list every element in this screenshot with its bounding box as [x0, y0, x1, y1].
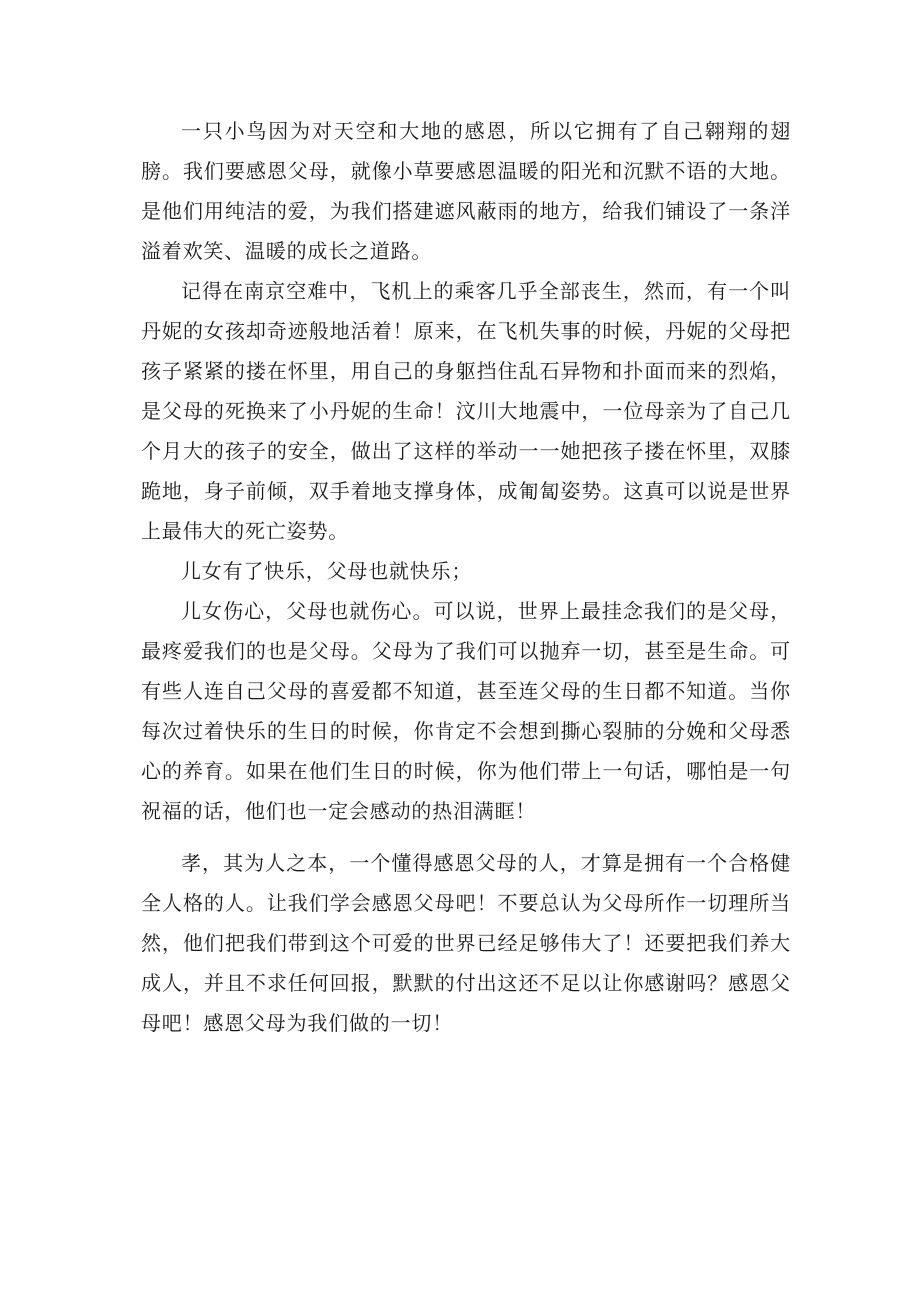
paragraph-children-happy: 儿女有了快乐，父母也就快乐； — [181, 559, 473, 583]
paragraph-filial-piety: 孝，其为人之本，一个懂得感恩父母的人，才算是拥有一个合格健全人格的人。让我们学会感恩父母吧！不要总认为父母所作一切理所当然，他们把我们带到这个可爱的世界已经足够伟大了！还要把我们养大成人，并且不求任何回报，默默的付出这还不足以让你感谢吗？感恩父母吧！感恩父母为我们做的一切！ — [141, 851, 791, 1035]
paragraph-bird-gratitude: 一只小鸟因为对天空和大地的感恩，所以它拥有了自己翱翔的翅膀。我们要感恩父母，就像小草要感恩温暖的阳光和沉默不语的大地。是他们用纯洁的爱，为我们搭建遮风蔽雨的地方，给我们铺设了一条洋溢着欢笑、温暖的成长之道路。 — [141, 119, 791, 263]
text-body — [141, 111, 791, 831]
paragraph-children-sad: 儿女伤心，父母也就伤心。可以说，世界上最挂念我们的是父母，最疼爱我们的也是父母。父母为了我们可以抛弃一切，甚至是生命。可有些人连自己父母的喜爱都不知道，甚至连父母的生日都不知道。当你每次过着快乐的生日的时候，你肯定不会想到撕心裂肺的分娩和父母悉心的养育。如果在他们生日的时候，你为他们带上一句话，哪怕是一句祝福的话，他们也一定会感动的热泪满眶！ — [141, 599, 791, 823]
text-body-conclusion — [141, 843, 791, 1043]
paragraph-nanjing-crash: 记得在南京空难中，飞机上的乘客几乎全部丧生，然而，有一个叫丹妮的女孩却奇迹般地活着！原来，在飞机失事的时候，丹妮的父母把孩子紧紧的搂在怀里，用自己的身躯挡住乱石异物和扑面而来的烈焰，是父母的死换来了小丹妮的生命！汶川大地震中，一位母亲为了自己几个月大的孩子的安全，做出了这样的举动一一她把孩子搂在怀里，双膝跪地，身子前倾，双手着地支撑身体，成匍匐姿势。这真可以说是世界上最伟大的死亡姿势。 — [141, 279, 791, 543]
